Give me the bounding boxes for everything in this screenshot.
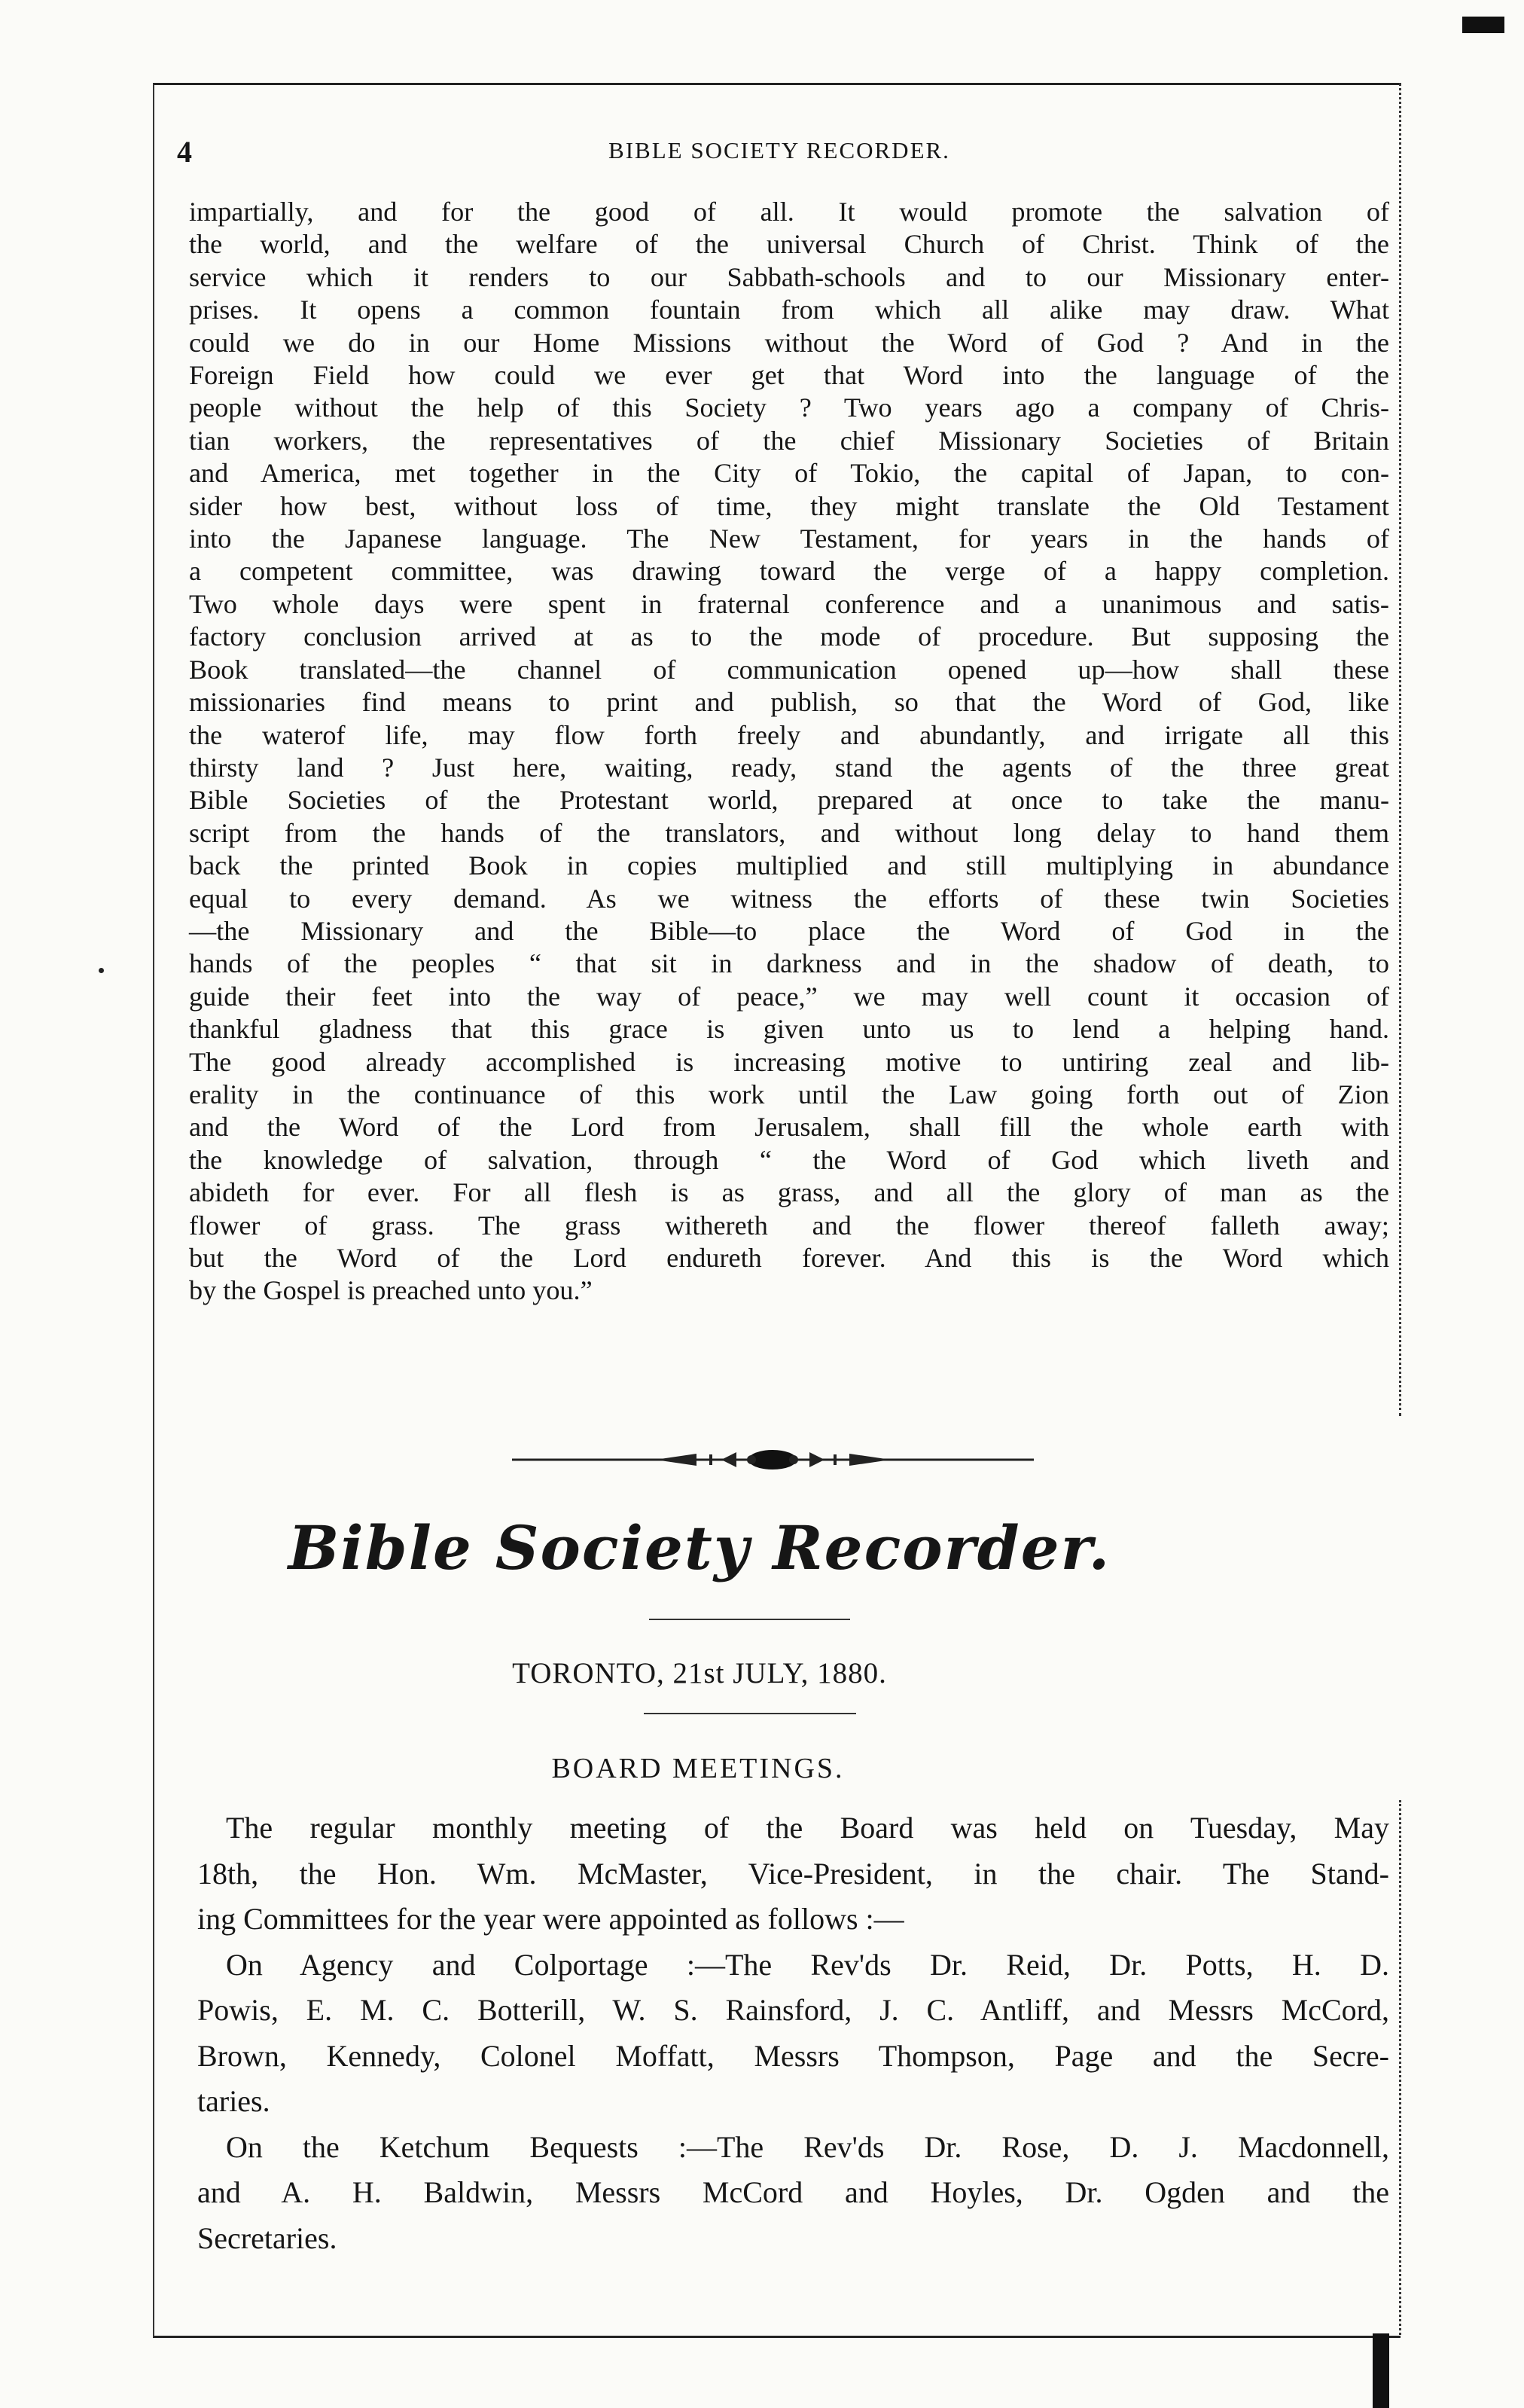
body-line: by the Gospel is preached unto you.”	[189, 1275, 593, 1306]
section-line: On Agency and Colportage :—The Rev'ds Dr. Reid, Dr. Potts, H. D.	[226, 1947, 1389, 1982]
section-line: Powis, E. M. C. Botterill, W. S. Rainsford, J. C. Antliff, and Messrs McCord,	[197, 1993, 1389, 2027]
body-line: abideth for ever. For all flesh is as grass, and all the glory of man as the	[189, 1177, 1389, 1208]
body-line: tian workers, the representatives of the chief Missionary Societies of Britain	[189, 425, 1389, 456]
body-line: thankful gladness that this grace is given unto us to lend a helping hand.	[189, 1014, 1389, 1045]
section-line: Secretaries.	[197, 2220, 337, 2255]
body-line: prises. It opens a common fountain from which all alike may draw. What	[189, 295, 1389, 325]
section-heading: BOARD MEETINGS.	[551, 1753, 845, 1784]
section-line: and A. H. Baldwin, Messrs McCord and Hoyles, Dr. Ogden and the	[197, 2175, 1389, 2209]
body-line: Bible Societies of the Protestant world, prepared at once to take the manu-	[189, 785, 1389, 816]
body-line: impartially, and for the good of all. It would promote the salvation of	[189, 197, 1389, 227]
body-line: missionaries find means to print and publish, so that the Word of God, like	[189, 687, 1389, 718]
body-line: a competent committee, was drawing toward the verge of a happy completion.	[189, 556, 1389, 587]
corner-print-mark	[1462, 17, 1504, 33]
body-line: erality in the continuance of this work until the Law going forth out of Zion	[189, 1079, 1389, 1109]
page-number: 4	[177, 135, 192, 169]
dateline-rule	[644, 1713, 856, 1714]
page-header	[177, 134, 1382, 172]
body-line: the world, and the welfare of the universal Church of Christ. Think of the	[189, 229, 1389, 260]
section-line: ing Committees for the year were appointed as follows :—	[197, 1902, 904, 1936]
section-line: On the Ketchum Bequests :—The Rev'ds Dr. Rose, D. J. Macdonnell,	[226, 2129, 1389, 2164]
ink-speck	[99, 968, 104, 973]
body-line: the waterof life, may flow forth freely and abundantly, and irrigate all this	[189, 719, 1389, 750]
body-line: —the Missionary and the Bible—to place the Word of God in the	[189, 915, 1389, 946]
body-line: Foreign Field how could we ever get that Word into the language of the	[189, 360, 1389, 391]
body-line: people without the help of this Society ? Two years ago a company of Chris-	[189, 392, 1389, 423]
body-line: but the Word of the Lord endureth forever. And this is the Word which	[189, 1243, 1389, 1273]
body-line: into the Japanese language. The New Testament, for years in the hands of	[189, 523, 1389, 554]
body-line: Book translated—the channel of communication opened up—how shall these	[189, 654, 1389, 685]
ornamental-divider	[512, 1445, 1034, 1475]
body-line: back the printed Book in copies multiplied and still multiplying in abundance	[189, 850, 1389, 881]
body-line: equal to every demand. As we witness the efforts of these twin Societies	[189, 883, 1389, 914]
body-line: and the Word of the Lord from Jerusalem, shall fill the whole earth with	[189, 1112, 1389, 1143]
body-line: factory conclusion arrived at as to the mode of procedure. But supposing the	[189, 621, 1389, 652]
body-line: Two whole days were spent in fraternal conference and a unanimous and satis-	[189, 588, 1389, 619]
running-head: BIBLE SOCIETY RECORDER.	[608, 137, 950, 163]
body-line: thirsty land ? Just here, waiting, ready, stand the agents of the three great	[189, 752, 1389, 783]
body-line: guide their feet into the way of peace,” we may well count it occasion of	[189, 981, 1389, 1012]
masthead-title: Bible Society Recorder.	[288, 1512, 1111, 1583]
body-line: hands of the peoples “ that sit in darkness and in the shadow of death, to	[189, 948, 1389, 979]
body-line: sider how best, without loss of time, they might translate the Old Testament	[189, 490, 1389, 521]
section-line: Brown, Kennedy, Colonel Moffatt, Messrs Thompson, Page and the Secre-	[197, 2038, 1389, 2073]
section-line: taries.	[197, 2084, 270, 2118]
right-margin-rule-lower	[1399, 1800, 1401, 2335]
body-line: The good already accomplished is increasing motive to untiring zeal and lib-	[189, 1046, 1389, 1077]
body-text	[189, 196, 1389, 1308]
body-line: and America, met together in the City of Tokio, the capital of Japan, to con-	[189, 458, 1389, 489]
right-margin-rule	[1399, 83, 1401, 1416]
body-line: flower of grass. The grass withereth and the flower thereof falleth away;	[189, 1210, 1389, 1241]
page-edge-bar	[1373, 2333, 1389, 2408]
board-meetings-text	[197, 1805, 1389, 2261]
title-rule	[649, 1619, 850, 1620]
body-line: the knowledge of salvation, through “ the Word of God which liveth and	[189, 1144, 1389, 1175]
body-line: could we do in our Home Missions without the Word of God ? And in the	[189, 327, 1389, 358]
body-line: script from the hands of the translators, and without long delay to hand them	[189, 817, 1389, 848]
section-line: The regular monthly meeting of the Board was held on Tuesday, May	[226, 1811, 1389, 1845]
body-line: service which it renders to our Sabbath-schools and to our Missionary enter-	[189, 261, 1389, 292]
dateline: TORONTO, 21st JULY, 1880.	[512, 1657, 887, 1689]
section-line: 18th, the Hon. Wm. McMaster, Vice-President, in the chair. The Stand-	[197, 1856, 1389, 1891]
